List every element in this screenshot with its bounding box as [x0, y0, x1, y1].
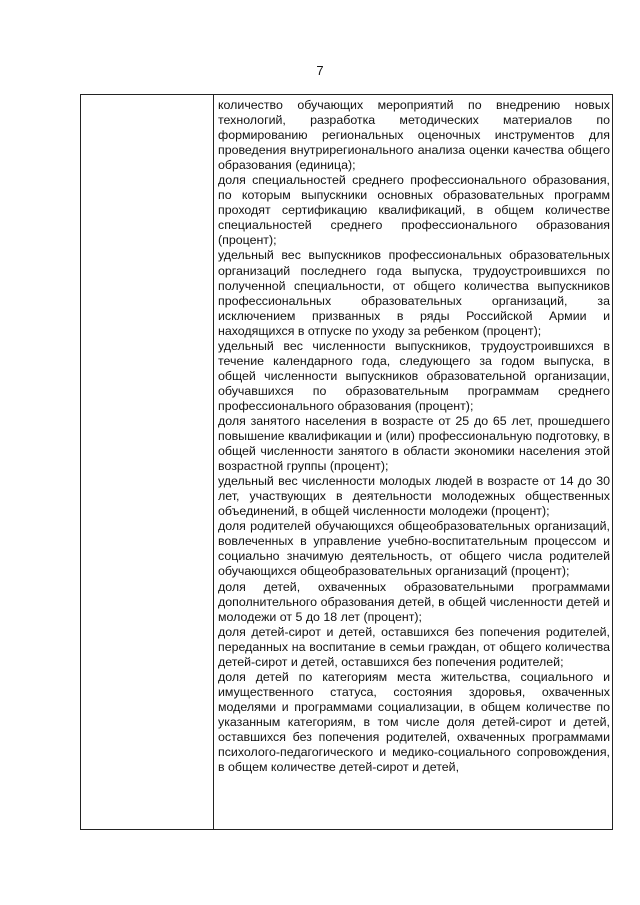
table-right-cell [218, 98, 610, 775]
indicator-item: удельный вес выпускников профессиональных образовательных организаций последнего года выпуска, трудоустроившихся по полученной специальности, от общего количества выпускников профессиональных образовательных организаций, за исключением призванных в ряды Российской Армии и находящихся в отпуске по уходу за ребенком (процент); [218, 248, 610, 338]
indicator-item: доля родителей обучающихся общеобразовательных организаций, вовлеченных в управление учебно-воспитательным процессом и социально значимую деятельность, от общего числа родителей обучающихся общеобразовательных организаций (процент); [218, 519, 610, 579]
indicator-item: доля детей, охваченных образовательными программами дополнительного образования детей, в общей численности детей и молодежи от 5 до 18 лет (процент); [218, 579, 610, 624]
indicator-item: доля детей-сирот и детей, оставшихся без попечения родителей, переданных на воспитание в семьи граждан, от общего количества детей-сирот и детей, оставшихся без попечения родителей; [218, 624, 610, 669]
page-number: 7 [316, 63, 324, 78]
document-table [80, 94, 613, 830]
table-left-cell [81, 95, 214, 829]
indicator-item: доля занятого населения в возрасте от 25 до 65 лет, прошедшего повышение квалификации и (или) профессиональную подготовку, в общей численности занятого в области экономики населения этой возрастной группы (процент); [218, 413, 610, 474]
indicator-item: доля специальностей среднего профессионального образования, по которым выпускники основных образовательных программ проходят сертификацию квалификаций, в общем количестве специальностей среднего профессионального образования (процент); [218, 173, 610, 248]
indicator-item: доля детей по категориям места жительства, социального и имущественного статуса, состояния здоровья, охваченных моделями и программами социализации, в общем количестве по указанным категориям, в том числе доля детей-сирот и детей, оставшихся без попечения родителей, охваченных программами психолого-педагогического и медико-социального сопровождения, в общем количестве детей-сирот и детей, [218, 669, 610, 775]
indicator-item: количество обучающих мероприятий по внедрению новых технологий, разработка методических материалов по формированию региональных оценочных инструментов для проведения внутрирегионального анализа оценки качества общего образования (единица); [218, 98, 610, 173]
indicator-item: удельный вес численности выпускников, трудоустроившихся в течение календарного года, следующего за годом выпуска, в общей численности выпускников образовательной организации, обучавшихся по образовательным программам среднего профессионального образования (процент); [218, 338, 610, 413]
indicator-item: удельный вес численности молодых людей в возрасте от 14 до 30 лет, участвующих в деятельности молодежных общественных объединений, в общей численности молодежи (процент); [218, 474, 610, 519]
